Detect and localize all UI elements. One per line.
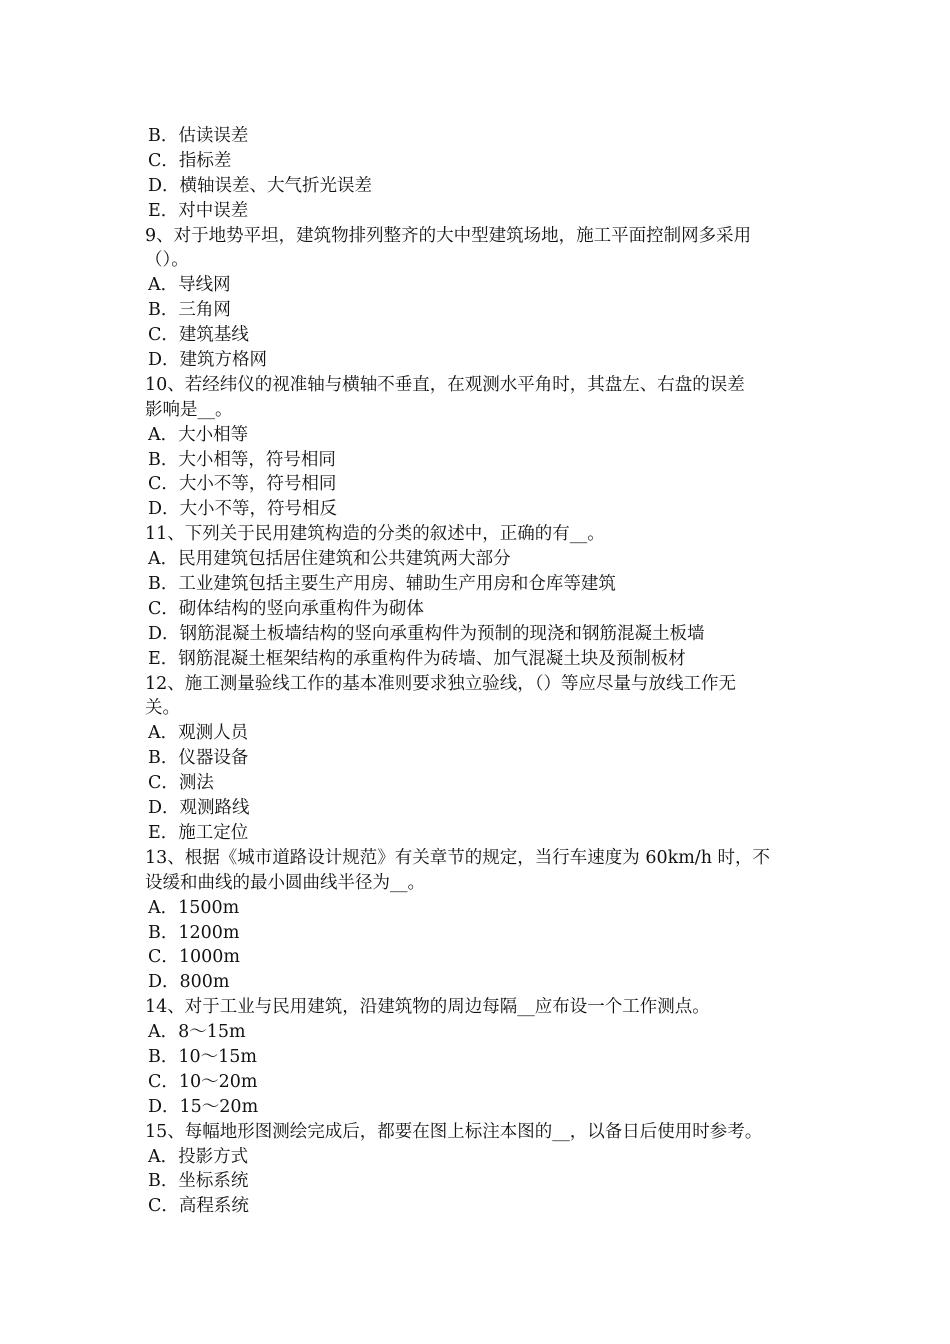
option-line: A．1500m [148, 897, 240, 918]
question-line: 15、每幅地形图测绘完成后，都要在图上标注本图的__，以备日后使用时参考。 [145, 1121, 763, 1142]
option-line: B．大小相等，符号相同 [148, 449, 336, 470]
question-line: 12、施工测量验线工作的基本准则要求独立验线，（）等应尽量与放线工作无 [145, 673, 737, 694]
option-line: E．施工定位 [148, 822, 249, 843]
option-line: B．三角网 [148, 300, 231, 321]
option-line: C．1000m [148, 947, 241, 968]
question-line: 14、对于工业与民用建筑，沿建筑物的周边每隔__应布设一个工作测点。 [145, 997, 710, 1018]
option-line: B．坐标系统 [148, 1171, 249, 1192]
option-line: E．对中误差 [148, 200, 249, 221]
option-line: C．10～20m [148, 1071, 258, 1092]
option-line: D．横轴误差、大气折光误差 [148, 175, 373, 196]
option-line: E．钢筋混凝土框架结构的承重构件为砖墙、加气混凝土块及预制板材 [148, 648, 686, 669]
option-line: C．建筑基线 [148, 325, 249, 346]
question-line: 设缓和曲线的最小圆曲线半径为__。 [145, 872, 425, 893]
option-line: C．大小不等，符号相同 [148, 474, 337, 495]
option-line: D．观测路线 [148, 798, 250, 819]
document-body [145, 124, 810, 1219]
option-line: D．建筑方格网 [148, 350, 268, 371]
question-line: 关。 [145, 698, 180, 719]
question-line: 11、下列关于民用建筑构造的分类的叙述中，正确的有__。 [145, 524, 605, 545]
question-line: （）。 [145, 250, 189, 271]
option-line: C．砌体结构的竖向承重构件为砌体 [148, 598, 424, 619]
option-line: A．大小相等 [148, 424, 249, 445]
option-line: D．钢筋混凝土板墙结构的竖向承重构件为预制的现浇和钢筋混凝土板墙 [148, 623, 705, 644]
option-line: D．大小不等，符号相反 [148, 499, 338, 520]
option-line: A．8～15m [148, 1022, 246, 1043]
question-line: 10、若经纬仪的视准轴与横轴不垂直，在观测水平角时，其盘左、右盘的误差 [145, 374, 745, 395]
option-line: C．高程系统 [148, 1196, 249, 1217]
option-line: B．估读误差 [148, 126, 249, 146]
option-line: B．工业建筑包括主要生产用房、辅助生产用房和仓库等建筑 [148, 574, 616, 595]
option-line: A．导线网 [148, 275, 231, 296]
option-line: A．观测人员 [148, 723, 249, 744]
option-line: C．测法 [148, 773, 214, 794]
question-line: 影响是__。 [145, 399, 233, 420]
option-line: A．民用建筑包括居住建筑和公共建筑两大部分 [148, 549, 511, 570]
option-line: B．1200m [148, 922, 240, 943]
option-line: D．800m [148, 972, 230, 993]
option-line: D．15～20m [148, 1096, 259, 1117]
question-line: 13、根据《城市道路设计规范》有关章节的规定，当行车速度为 60km/h 时，不 [145, 847, 771, 868]
question-line: 9、对于地势平坦，建筑物排列整齐的大中型建筑场地，施工平面控制网多采用 [145, 225, 752, 246]
option-line: B．10～15m [148, 1046, 257, 1067]
option-line: B．仪器设备 [148, 748, 249, 769]
option-line: C．指标差 [148, 150, 232, 171]
option-line: A．投影方式 [148, 1146, 249, 1167]
